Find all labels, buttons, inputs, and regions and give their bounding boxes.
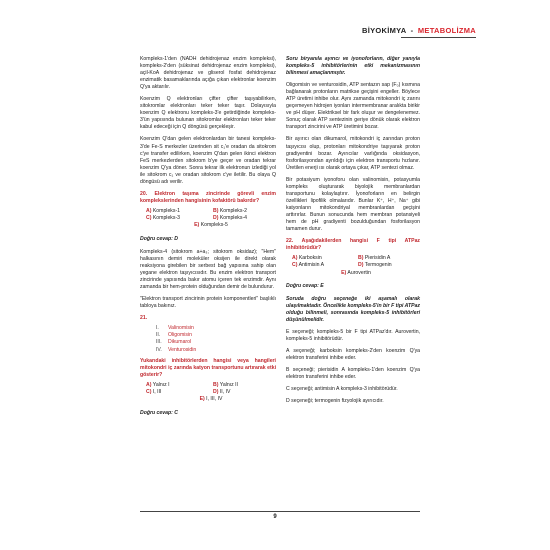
footer-rule xyxy=(140,511,420,512)
question-22-text: 22. Aşağıdakilerden hangisi F tipi ATPaz inhibitörüdür? xyxy=(286,238,420,252)
paragraph: E seçeneği; kompleks-5 bir F tipi ATPaz'dır. Aurovertin, kompleks-5 inhibitörüdür. xyxy=(286,329,420,343)
paragraph: A seçeneği; karboksin kompleks-2'den koenzim Q'ya elektron transferini inhibe eder. xyxy=(286,348,420,362)
question-20-answer: Doğru cevap: D xyxy=(140,235,178,242)
option-b: B) Yalnız II xyxy=(213,381,238,388)
list-item: I. Valinomisin xyxy=(156,324,194,331)
paragraph: B seçeneği; pierisidin A kompleks-1'den koenzim Q'ya elektron transferini inhibe eder. xyxy=(286,367,420,381)
option-c: C) Kompleks-3 xyxy=(146,215,181,222)
option-b: B) Pierisidin A xyxy=(358,255,391,262)
paragraph: Kompleks-1'den (NADH dehidrojenaz enzim kompleksi), kompleks-2'den (süksinat dehidrojenaz enzim kompleksi), açil-KoA dehidrojenaz ve gliserol fosfat dehidrojenaz enzimatik basamaklarında açığa çıkan elektronlar koenzim Q'ya aktarılır. xyxy=(140,56,276,91)
paragraph: Soruda doğru seçeneğe iki aşamalı olarak ulaşılmaktadır. Öncelikle kompleks-5'in bir F tipi ATPaz olduğu bilinmeli, sonrasında kompleks-5 inhibitörleri düşünülmelidir. xyxy=(286,295,420,323)
option-a: A) Yalnız I xyxy=(146,381,170,388)
question-21-options xyxy=(146,382,276,404)
option-d: D) Kompleks-4 xyxy=(213,215,248,222)
question-22-options xyxy=(292,255,420,277)
question-21-answer: Doğru cevap: C xyxy=(140,409,178,416)
list-item: II. Oligomisin xyxy=(156,332,192,339)
option-a: A) Karboksin xyxy=(292,255,322,262)
paragraph: Soru biryanıla ayırıcı ve iyonoforların, diğer yanıyla kompleks-5 inhibitörlerinin etki mekanizmasının bilinmesi amaçlanmıştır. xyxy=(286,56,420,77)
list-item: IV. Venturosidin xyxy=(156,346,197,353)
paragraph: D seçeneği; termogenin fizyolojik ayırıcıdır. xyxy=(286,398,384,405)
option-c: C) Antimisin A xyxy=(292,262,325,269)
question-21-text: Yukarıdaki inhibitörlerden hangisi veya hangileri mitokondri iç zarında katyon transportunu artırarak etki gösterir? xyxy=(140,357,276,378)
header-rule xyxy=(401,37,476,38)
running-header xyxy=(362,26,476,35)
question-21-number: 21. xyxy=(140,314,148,321)
list-item: III. Dikumarol xyxy=(156,339,192,346)
question-22-answer: Doğru cevap: E xyxy=(286,282,324,289)
option-e: E) I, III, IV xyxy=(199,396,223,403)
option-d: D) Termogenin xyxy=(358,262,392,269)
paragraph: C seçeneği; antimisin A kompleks-3 inhibitörüdür. xyxy=(286,386,398,393)
option-e: E) Aurovertin xyxy=(341,269,371,276)
question-21-items xyxy=(156,325,276,354)
question-20-options xyxy=(146,208,276,230)
paragraph: Bir potasiyum iyonoforu olan valinomisin, potasyumla kompleks oluşturarak biyolojik membranlardan transportunu kolaylaştırır. İyonoforların en belirgin özellikleri lipofilik olmalarıdır. Bunlar K⁺, H⁺, Na⁺ gibi katyonların mitokondriyal membranlardan geçişini arttırırlar. Bunun sonucunda hem membran potansiyeli hem de pH gradiyenti bozulduğundan fosforilasyon tamamen durur. xyxy=(286,176,420,233)
right-column xyxy=(286,56,420,410)
left-column xyxy=(140,56,276,423)
paragraph: Bir ayırıcı olan dikumarol, mitokondri iç zarından proton taşıyıcısı olup, protonları mitokondriye taşıyarak proton gradiyentini bozar. Ayırıcılar varlığında oksidasyon, fosforilasyondan ayrıldığı için elektron transportu hızlanır. Üretilen enerji ısı olarak ortaya çıkar, ATP sentezi olmaz. xyxy=(286,136,420,171)
header-subject: BİYOKİMYA xyxy=(362,26,407,35)
header-separator: - xyxy=(410,26,414,35)
page-number: 9 xyxy=(273,514,277,520)
paragraph: "Elektron transport zincirinin protein komponentleri" başlıklı tabloya bakınız. xyxy=(140,295,276,309)
option-d: D) II, IV xyxy=(213,389,231,396)
question-20-text: 20. Elektron taşıma zincirinde görevli enzim komplekslerinden hangisinin kofaktörü bakırdır? xyxy=(140,190,276,204)
paragraph: Koenzim Q elektronları çifter çifter taşıyabilirken, sitokromlar elektronları teker teker taşır. Dolayısıyla koenzim Q elektronu kompleks-3'e getirdiğinde kompleks-3'ün yapısında bulunan sitokromlar elektronları teker teker kabul edeceği için Q döngüsü gerçekleşir. xyxy=(140,96,276,131)
paragraph: Koenzim Q'dan gelen elektronlardan bir tanesi kompleks-3'de Fe-S merkezler üzerinden sit c₁'e oradan da sitokrom c'ye transfer edilirken, koenzim Q'dan gelen ikinci elektron FeS merkezlerden sitokrom b'ye geçer ve oradan tekrar koenzim Q'ya döner. Sonra tekrar ilk elektronun izlediği yol ile sitokrom c₁ ve oradan sitokrom c'ye iletilir. Bu olaya Q döngüsü adı verilir. xyxy=(140,136,276,185)
paragraph: Kompleks-4 (sitokrom a+a₃; sitokrom oksidaz); "Hem" halkasının demiri moleküler oksijen ile direkt olarak reaksiyona girebilen bir serbest bağ yapısına sahip olan yegane elektron taşıyıcısıdır. Bu enzim elektron transport zincirinde yapısında bakır atomu içeren tek enzimdir. Aynı zamanda bir hem-protein olduğundan demir de bulundurur. xyxy=(140,248,276,290)
option-c: C) I, III xyxy=(146,389,162,396)
option-e: E) Kompleks-5 xyxy=(194,222,228,229)
option-a: A) Kompleks-1 xyxy=(146,207,181,214)
option-b: B) Kompleks-2 xyxy=(213,207,248,214)
header-topic: METABOLİZMA xyxy=(417,26,476,35)
paragraph: Oligomisin ve venturosidin, ATP sentazın sap (F₀) kısmına bağlanarak protonların matrikse geçişini engeller. Böylece ATP üretimi inhibe olur. Aynı zamanda mitokondri iç zarını geçemeyen hidrojen iyonları intermembranar aralıkta birikir ve pH düşer. Elektriksel bir fark oluşur ve dengelenemez. Sonuç olarak ATP sentezinin geriye dönük olarak elektron transport zincirini ve ATP üretimini bozar. xyxy=(286,82,421,131)
